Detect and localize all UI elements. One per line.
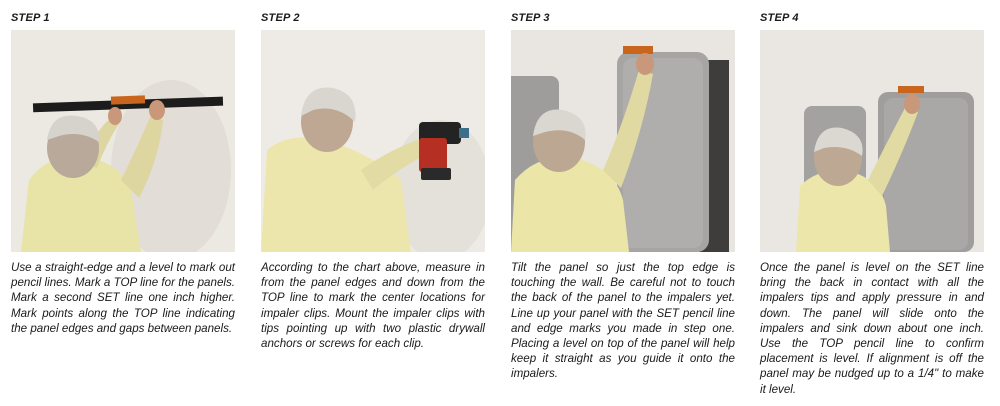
man-placing-panel-image (511, 30, 735, 252)
step-title: STEP 3 (511, 12, 550, 24)
step-4-photo (760, 30, 984, 252)
step-caption: According to the chart above, measure in from the panel edges and down from the TOP line to mark the center locations for impaler clips. Mount the impaler clips with tips pointing up with two plastic drywall anchors or screws for each clip. (261, 261, 485, 351)
step-2 (261, 0, 485, 406)
step-2-photo (261, 30, 485, 252)
step-title: STEP 2 (261, 12, 300, 24)
step-title: STEP 4 (760, 12, 799, 24)
man-pressing-panel-image (760, 30, 984, 252)
step-caption: Use a straight-edge and a level to mark out pencil lines. Mark a TOP line for the panels. Mark a second SET line one inch higher. Mark points along the TOP line indicating the panel edges and gaps between panels. (11, 261, 235, 335)
step-3 (511, 0, 735, 406)
step-caption: Once the panel is level on the SET line bring the back in contact with all the impalers tips and apply pressure in and down. The panel will slide onto the impalers and sink down about one inch. Use the TOP pencil line to confirm placement is level. If alignment is off the panel may be nudged up to a 1/4" to make it level. (760, 261, 984, 396)
step-4 (760, 0, 984, 406)
step-1 (11, 0, 235, 406)
step-caption: Tilt the panel so just the top edge is touching the wall. Be careful not to touch the back of the panel to the impalers yet. Line up your panel with the SET pencil line and edge marks you made in step one. Placing a level on top of the panel will help keep it straight as you guide it onto the impalers. (511, 261, 735, 381)
step-title: STEP 1 (11, 12, 50, 24)
step-1-photo (11, 30, 235, 252)
man-drilling-wall-image (261, 30, 485, 252)
step-3-photo (511, 30, 735, 252)
man-marking-wall-image (11, 30, 235, 252)
